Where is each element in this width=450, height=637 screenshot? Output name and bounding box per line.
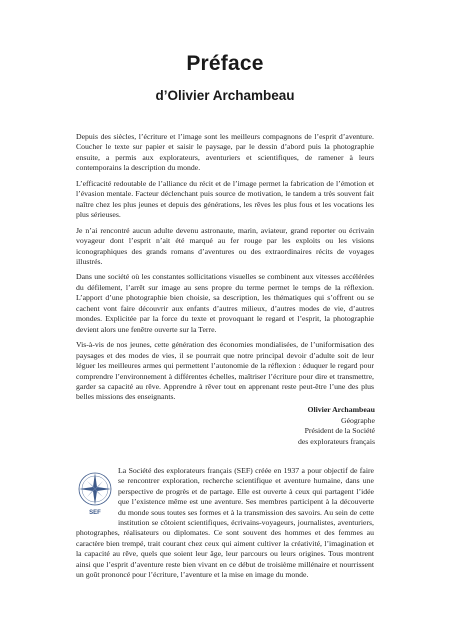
paragraph: Depuis des siècles, l’écriture et l’image sont les meilleurs compagnons de l’esprit d’aventure. Coucher le texte sur papier et saisir le paysage, par le dessin d’abord puis la photographie ensuite, a permis aux explorateurs, aventuriers et scientifiques, de ramener à leurs contemporains la description du monde. [76,132,374,173]
sef-logo [76,466,118,520]
signature-position: des explorateurs français [297,436,375,446]
preface-body [76,132,374,408]
sef-section [76,466,374,580]
paragraph: Je n’ai rencontré aucun adulte devenu astronaute, marin, aviateur, grand reporter ou écrivain voyageur dont l’esprit n’ait été marqué au fer rouge par les exploits ou les visions iconographiques des grands romans d’aventures ou des extraordinaires récits de voyages illustrés. [76,225,374,266]
signature-name: Olivier Archambeau [307,405,375,414]
paragraph: L’efficacité redoutable de l’alliance du récit et de l’image permet la fabrication de l’émotion et l’évasion mentale. Facteur déclenchant puis source de motivation, le tandem a très souvent fait naître chez les plus jeunes et depuis des générations, les rêves les plus fous et les vocations les plus sérieuses. [76,178,374,220]
compass-rose-icon [76,466,118,516]
paragraph: Vis-à-vis de nos jeunes, cette génération des économies mondialisées, de l’uniformisation des paysages et des modes de vies, il se pourrait que notre principal devoir d’adulte soit de leur léguer les meilleures armes qui permettent l’autonomie de la réflexion : éduquer le regard pour comprendre l’environnement à différentes échelles, maîtriser l’écriture pour dire et transmettre, garder sa capacité au rêve. Apprendre à rêver tout en apprenant reste peut-être l’une des plus belles missions des enseignants. [76,340,374,402]
signature-position: Président de la Société [304,426,375,435]
sef-logo-text: SEF [89,510,101,516]
paragraph: Dans une société où les constantes sollicitations visuelles se combinent aux vitesses accélérées du défilement, l’arrêt sur image au sens propre du terme permet le temps de la réflexion. L’apport d’une photographie bien choisie, sa description, les thématiques qui s’offrent ou se cachent vont faire découvrir aux enfants d’autres milieux, d’autres modes de vie, d’autres mondes. Explicitée par la force du texte et provoquant le regard et l’esprit, la photographie devient alors une fenêtre ouverte sur la Terre. [76,272,374,334]
page-title: Préface [186,52,264,75]
signature-role: Géographe [341,415,375,425]
sef-paragraph: La Société des explorateurs français (SEF) créée en 1937 a pour objectif de faire se rencontrer exploration, recherche scientifique et aventure humaine, dans une perspective de progrès et de partage. Elle est ouverte à ceux qui partagent l’idée que l’existence même est une aventure. Ses membres participent à la découverte du monde sous toutes ses formes et à la transmission des savoirs. Au sein de cette institution se côtoient scientifiques, écrivains-voyageurs, journalistes, aventuriers, photographes, réalisateurs ou diplomates. Ce sont souvent des hommes et des femmes au caractère bien trempé, trait courant chez ceux qui aiment cultiver la créativité, l’imagination et la capacité au rêve, quels que soient leur âge, leur parcours ou leurs origines. Tous montrent ainsi que l’esprit d’aventure reste bien vivant en ce début de troisième millénaire et nourrissent un goût prononcé pour l’écriture, l’aventure et la mise en image du monde. [76,466,374,580]
signature-block [298,405,375,447]
page-subtitle: d’Olivier Archambeau [155,88,295,103]
